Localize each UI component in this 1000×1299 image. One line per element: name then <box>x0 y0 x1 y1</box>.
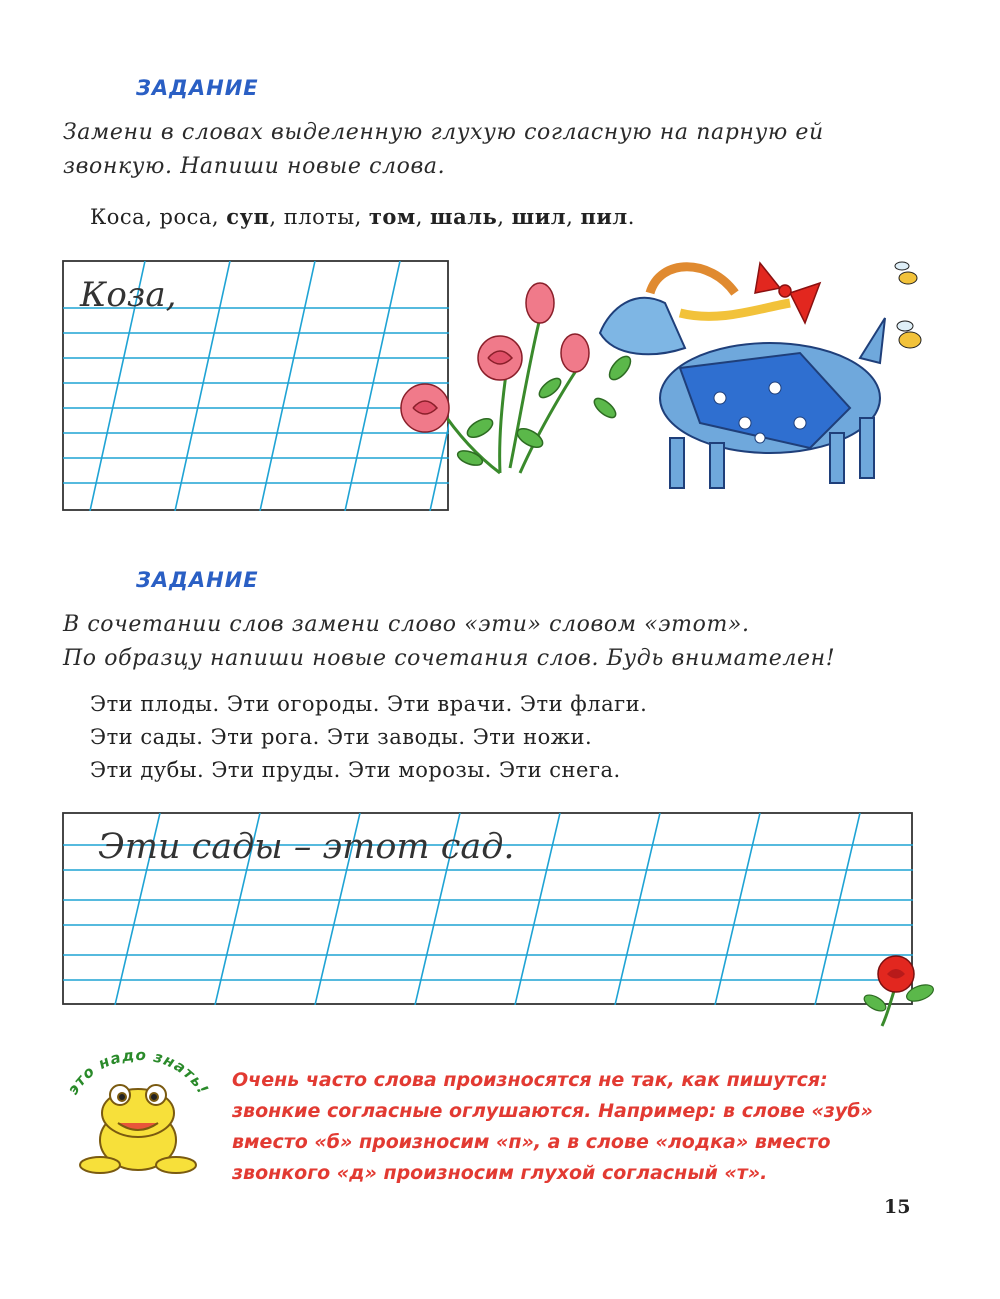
word-fragment: Коса <box>90 205 146 229</box>
word-fragment: плоты <box>283 205 355 229</box>
instruction-line: По образцу напиши новые сочетания слов. Будь внимателен! <box>63 646 836 671</box>
highlighted-word: суп <box>226 204 270 229</box>
page-number: 15 <box>884 1196 911 1218</box>
rule-text <box>232 1065 932 1189</box>
word-fragment: роса <box>159 205 212 229</box>
frog-icon <box>80 1085 196 1173</box>
task1-heading: ЗАДАНИЕ <box>136 76 259 100</box>
rule-line: Очень часто слова произносятся не так, как пишутся: <box>232 1069 828 1091</box>
highlighted-word: том <box>368 204 416 229</box>
task2-heading: ЗАДАНИЕ <box>136 568 259 592</box>
word-fragment: , <box>211 205 227 229</box>
instruction-line: Замени в словах выделенную глухую согласную на парную ей <box>63 120 824 145</box>
task2-instruction <box>63 608 923 676</box>
word-fragment: , <box>269 205 284 229</box>
phrase-line: Эти сады. Эти рога. Эти заводы. Эти ножи. <box>90 725 593 749</box>
phrase-line: Эти дубы. Эти пруды. Эти морозы. Эти снега. <box>90 758 621 782</box>
rule-line: вместо «б» произносим «п», а в слове «лодка» вместо <box>232 1131 831 1153</box>
word-fragment: , <box>497 205 512 229</box>
badge-text: это надо знать! <box>63 1045 213 1098</box>
word-fragment: , <box>145 205 160 229</box>
word-fragment: , <box>354 205 369 229</box>
word-fragment: . <box>627 205 635 229</box>
task1-sample-answer: Коза, <box>80 275 177 315</box>
highlighted-word: пил <box>580 204 628 229</box>
word-fragment: , <box>566 205 581 229</box>
task1-instruction <box>63 116 923 184</box>
highlighted-word: шаль <box>430 204 498 229</box>
rose-illustration <box>860 948 940 1028</box>
word-line <box>90 200 635 234</box>
rule-line: звонкого «д» произносим глухой согласный «т». <box>232 1162 768 1184</box>
goat-flowers-illustration <box>380 248 940 508</box>
instruction-line: звонкую. Напиши новые слова. <box>63 154 446 179</box>
phrase-line: Эти плоды. Эти огороды. Эти врачи. Эти флаги. <box>90 692 648 716</box>
task2-sample-answer: Эти сады – этот сад. <box>98 827 515 867</box>
instruction-line: В сочетании слов замени слово «эти» словом «этот». <box>63 612 750 637</box>
task2-phrase-list <box>90 688 647 787</box>
word-fragment: , <box>415 205 431 229</box>
highlighted-word: шил <box>511 204 567 229</box>
frog-badge <box>58 1045 218 1175</box>
task1-word-list <box>90 200 635 234</box>
rule-line: звонкие согласные оглушаются. Например: в слове «зуб» <box>232 1100 873 1122</box>
